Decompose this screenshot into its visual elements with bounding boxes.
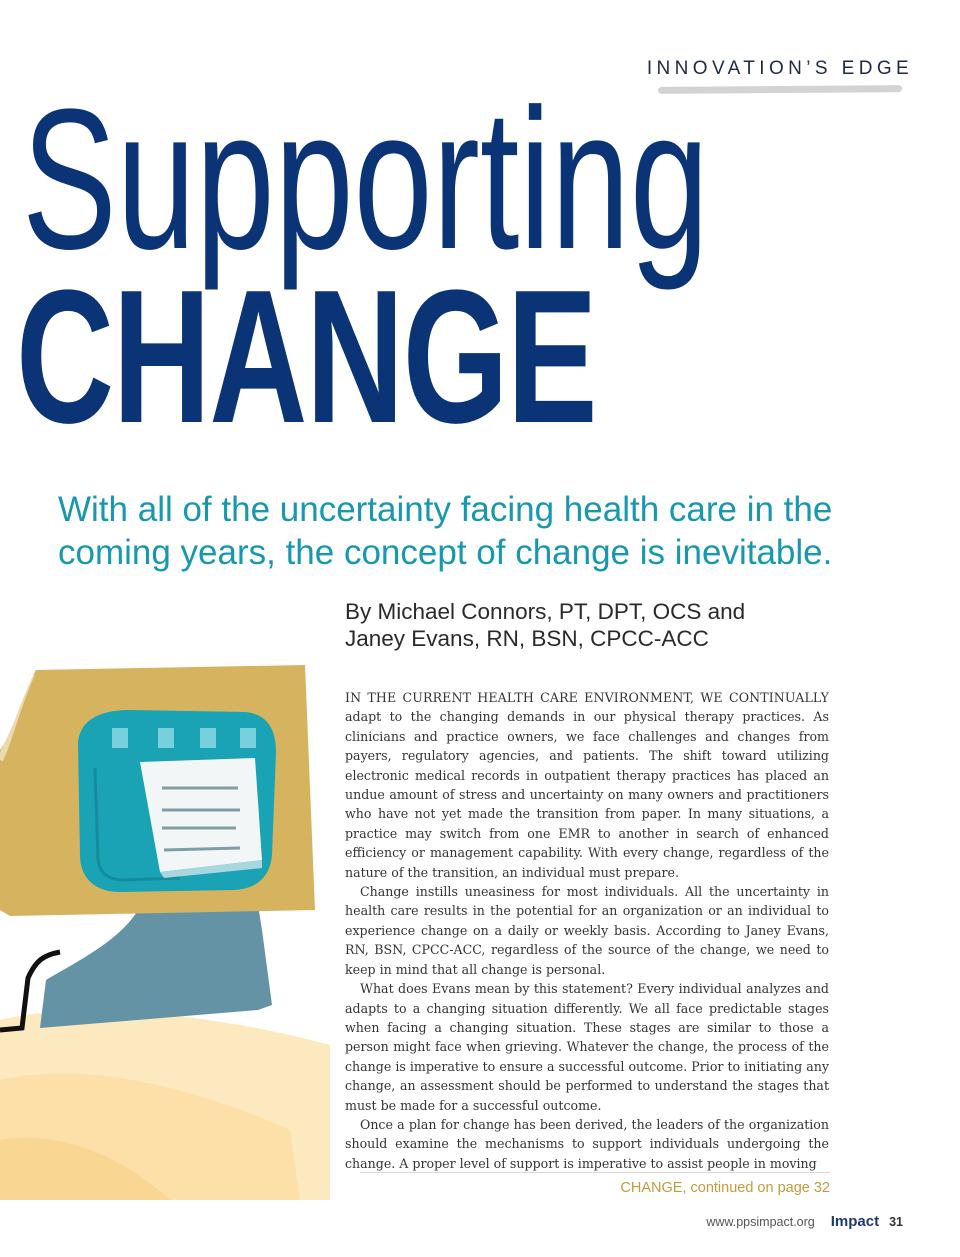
page-folio xyxy=(560,1213,903,1231)
article-title-line1: Supporting xyxy=(22,68,709,291)
body-paragraph: Once a plan for change has been derived, the leaders of the organization should examine the mechanisms to support individuals undergoing the change. A proper level of support is imperative to assist people in moving xyxy=(345,1116,829,1171)
article-deck xyxy=(58,488,888,574)
body-paragraph xyxy=(345,688,829,882)
article-body xyxy=(345,688,829,1173)
magazine-name: Impact xyxy=(830,1213,880,1230)
byline-line: Janey Evans, RN, BSN, CPCC-ACC xyxy=(345,626,709,651)
body-paragraph: Change instills uneasiness for most individuals. All the uncertainty in health care results in the potential for an organization or an individual to experience change on a daily or weekly basis. According to Janey Evans, RN, BSN, CPCC-ACC, regardless of the source of the change, we need to keep in mind that all change is personal. xyxy=(345,884,829,977)
deck-line: With all of the uncertainty facing health care in the xyxy=(58,490,833,529)
website-url: www.ppsimpact.org xyxy=(706,1215,815,1229)
article-title-line2: CHANGE xyxy=(16,251,597,463)
body-paragraph: What does Evans mean by this statement? Every individual analyzes and adapts to a changing situation differently. We all face predictable stages when facing a changing situation. These stages are similar to those a person might face when grieving. Whatever the change, the process of the change is imperative to ensure a successful outcome. Prior to initiating any change, an assessment should be performed to understand the stages that must be made for a successful outcome. xyxy=(345,981,829,1113)
lead-in: IN THE CURRENT HEALTH CARE ENVIRONMENT, WE CONTINUALLY xyxy=(345,690,829,705)
computer-monitor-document-icon xyxy=(0,660,340,1200)
footer-divider xyxy=(360,1172,830,1173)
continued-jump-line: CHANGE, continued on page 32 xyxy=(620,1180,830,1196)
paragraph-text: adapt to the changing demands in our physical therapy practices. As clinicians and practice owners, we face challenges and changes from payers, regulatory agencies, and patients. The shift toward utilizing electronic medical records in outpatient therapy practices has placed an undue amount of stress and uncertainty on many owners and practitioners who have not yet made the transition from paper. In many situations, a practice may switch from one EMR to another in search of enhanced efficiency or management capability. With every change, regardless of the nature of the transition, an individual must prepare. xyxy=(345,709,829,880)
article-byline xyxy=(345,598,905,652)
page-number: 31 xyxy=(889,1215,903,1229)
byline-line: By Michael Connors, PT, DPT, OCS and xyxy=(345,599,746,624)
deck-line: coming years, the concept of change is inevitable. xyxy=(58,533,833,572)
section-tag: INNOVATION’S EDGE xyxy=(646,58,914,79)
